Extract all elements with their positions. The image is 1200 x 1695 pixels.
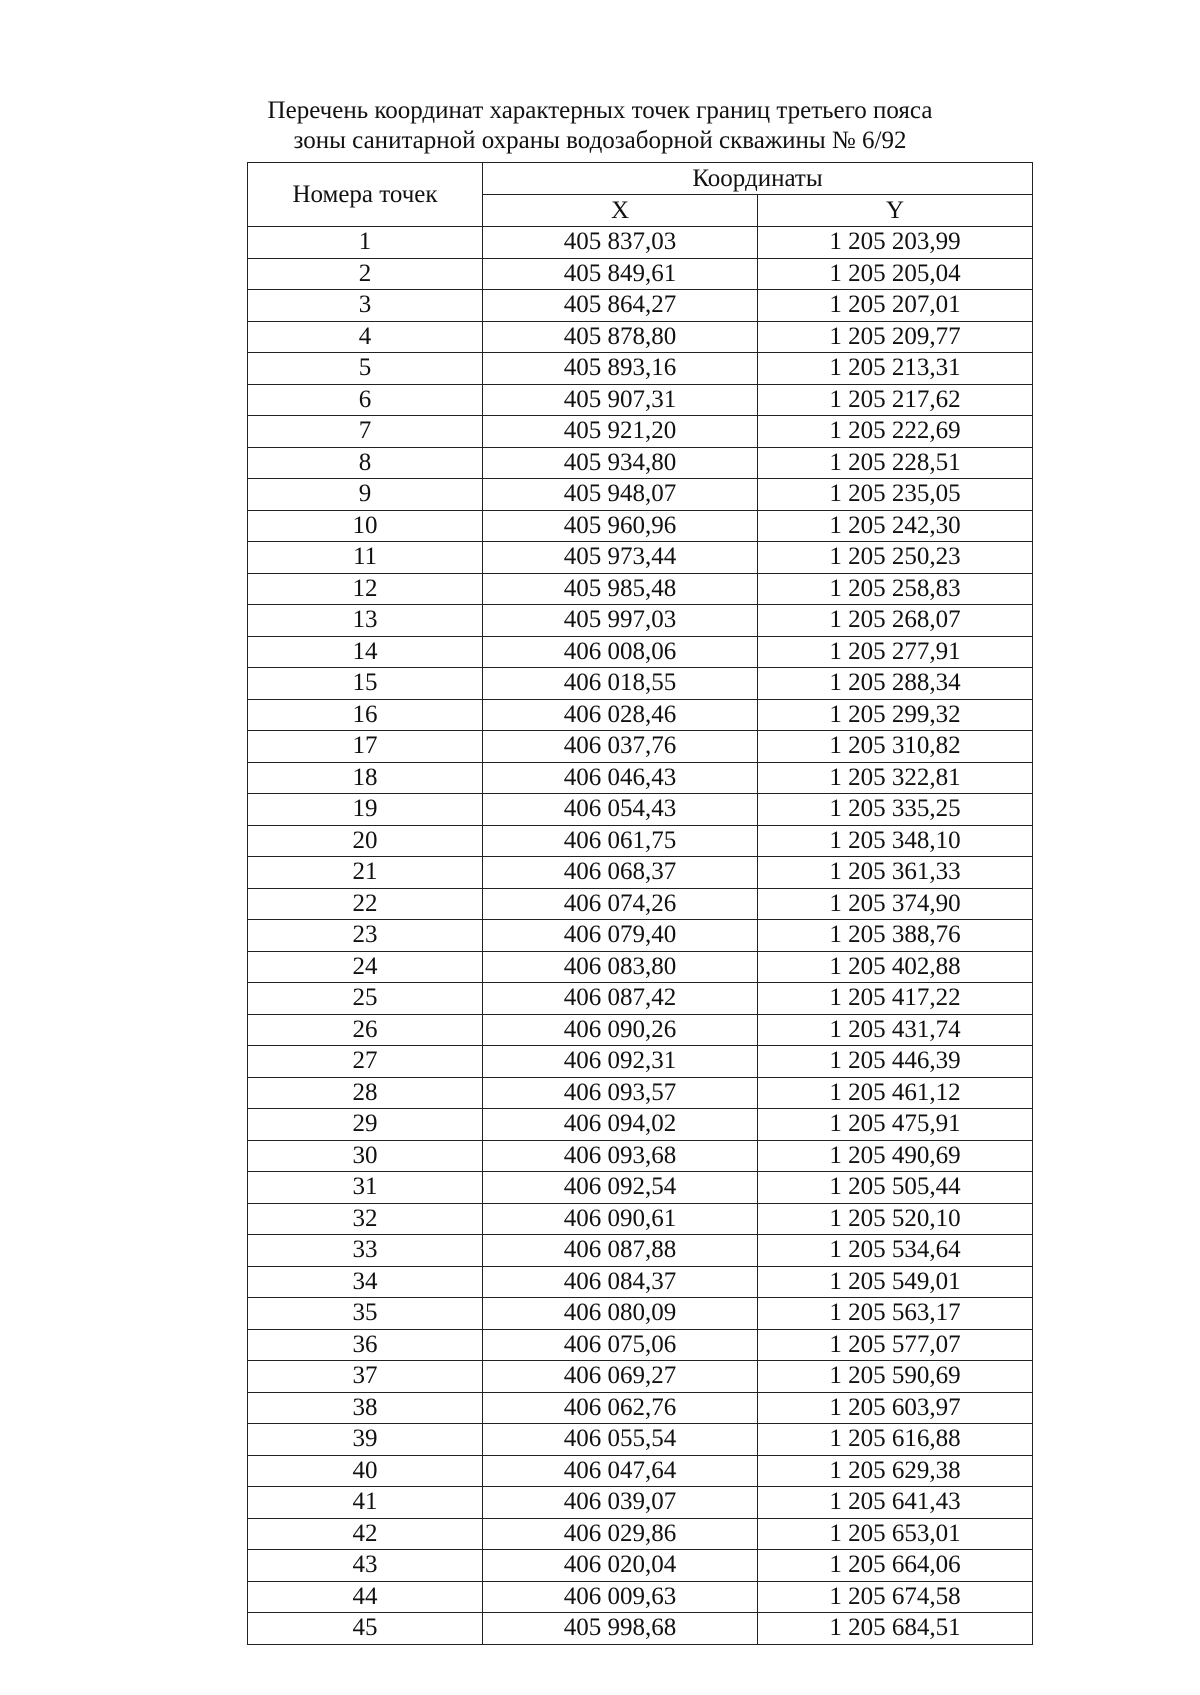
y-coordinate-cell: 1 205 534,64 — [758, 1235, 1033, 1267]
table-row — [248, 290, 1033, 322]
point-number-cell: 31 — [248, 1172, 483, 1204]
y-coordinate-cell: 1 205 641,43 — [758, 1487, 1033, 1519]
point-number-cell: 38 — [248, 1392, 483, 1424]
x-coordinate-cell: 405 960,96 — [483, 510, 758, 542]
point-number-cell: 26 — [248, 1014, 483, 1046]
x-coordinate-cell: 405 864,27 — [483, 290, 758, 322]
table-row — [248, 951, 1033, 983]
point-number-cell: 30 — [248, 1140, 483, 1172]
table-row — [248, 762, 1033, 794]
title-line-1: Перечень координат характерных точек границ третьего пояса — [267, 97, 933, 124]
x-coordinate-cell: 406 090,61 — [483, 1203, 758, 1235]
y-coordinate-cell: 1 205 417,22 — [758, 983, 1033, 1015]
x-coordinate-cell: 406 069,27 — [483, 1361, 758, 1393]
y-coordinate-cell: 1 205 505,44 — [758, 1172, 1033, 1204]
y-coordinate-cell: 1 205 205,04 — [758, 258, 1033, 290]
y-coordinate-cell: 1 205 664,06 — [758, 1550, 1033, 1582]
table-row — [248, 510, 1033, 542]
point-number-cell: 3 — [248, 290, 483, 322]
point-number-cell: 18 — [248, 762, 483, 794]
point-number-cell: 8 — [248, 447, 483, 479]
x-coordinate-cell: 406 094,02 — [483, 1109, 758, 1141]
y-coordinate-cell: 1 205 590,69 — [758, 1361, 1033, 1393]
y-coordinate-cell: 1 205 520,10 — [758, 1203, 1033, 1235]
table-row — [248, 573, 1033, 605]
y-coordinate-cell: 1 205 374,90 — [758, 888, 1033, 920]
y-coordinate-cell: 1 205 203,99 — [758, 227, 1033, 259]
x-coordinate-cell: 405 997,03 — [483, 605, 758, 637]
x-coordinate-cell: 405 849,61 — [483, 258, 758, 290]
point-number-cell: 24 — [248, 951, 483, 983]
y-coordinate-cell: 1 205 222,69 — [758, 416, 1033, 448]
x-coordinate-cell: 406 092,31 — [483, 1046, 758, 1078]
x-coordinate-cell: 406 075,06 — [483, 1329, 758, 1361]
table-row — [248, 920, 1033, 952]
title-line-2: зоны санитарной охраны водозаборной скважины № 6/92 — [293, 127, 907, 154]
point-number-cell: 27 — [248, 1046, 483, 1078]
y-coordinate-cell: 1 205 258,83 — [758, 573, 1033, 605]
point-number-cell: 22 — [248, 888, 483, 920]
table-row — [248, 1392, 1033, 1424]
x-coordinate-cell: 406 028,46 — [483, 699, 758, 731]
x-coordinate-cell: 406 046,43 — [483, 762, 758, 794]
table-row — [248, 1203, 1033, 1235]
y-coordinate-cell: 1 205 461,12 — [758, 1077, 1033, 1109]
y-coordinate-cell: 1 205 288,34 — [758, 668, 1033, 700]
point-number-cell: 37 — [248, 1361, 483, 1393]
point-number-cell: 6 — [248, 384, 483, 416]
point-number-cell: 15 — [248, 668, 483, 700]
y-coordinate-cell: 1 205 228,51 — [758, 447, 1033, 479]
point-number-cell: 10 — [248, 510, 483, 542]
point-number-cell: 33 — [248, 1235, 483, 1267]
y-coordinate-cell: 1 205 446,39 — [758, 1046, 1033, 1078]
point-number-cell: 17 — [248, 731, 483, 763]
y-coordinate-cell: 1 205 299,32 — [758, 699, 1033, 731]
table-row — [248, 668, 1033, 700]
point-number-cell: 7 — [248, 416, 483, 448]
x-coordinate-cell: 406 020,04 — [483, 1550, 758, 1582]
y-coordinate-cell: 1 205 616,88 — [758, 1424, 1033, 1456]
header-points: Номера точек — [248, 163, 483, 227]
point-number-cell: 5 — [248, 353, 483, 385]
y-coordinate-cell: 1 205 490,69 — [758, 1140, 1033, 1172]
point-number-cell: 42 — [248, 1518, 483, 1550]
table-row — [248, 1014, 1033, 1046]
table-row — [248, 1329, 1033, 1361]
point-number-cell: 12 — [248, 573, 483, 605]
x-coordinate-cell: 406 037,76 — [483, 731, 758, 763]
table-row — [248, 258, 1033, 290]
header-row-1 — [248, 163, 1033, 195]
table-row — [248, 1487, 1033, 1519]
table-row — [248, 1046, 1033, 1078]
point-number-cell: 25 — [248, 983, 483, 1015]
y-coordinate-cell: 1 205 242,30 — [758, 510, 1033, 542]
x-coordinate-cell: 406 087,88 — [483, 1235, 758, 1267]
y-coordinate-cell: 1 205 684,51 — [758, 1613, 1033, 1645]
x-coordinate-cell: 406 062,76 — [483, 1392, 758, 1424]
table-row — [248, 321, 1033, 353]
x-coordinate-cell: 406 079,40 — [483, 920, 758, 952]
point-number-cell: 28 — [248, 1077, 483, 1109]
point-number-cell: 39 — [248, 1424, 483, 1456]
x-coordinate-cell: 406 047,64 — [483, 1455, 758, 1487]
table-row — [248, 447, 1033, 479]
table-row — [248, 636, 1033, 668]
table-row — [248, 227, 1033, 259]
x-coordinate-cell: 405 921,20 — [483, 416, 758, 448]
y-coordinate-cell: 1 205 335,25 — [758, 794, 1033, 826]
point-number-cell: 11 — [248, 542, 483, 574]
x-coordinate-cell: 405 893,16 — [483, 353, 758, 385]
point-number-cell: 29 — [248, 1109, 483, 1141]
x-coordinate-cell: 405 907,31 — [483, 384, 758, 416]
point-number-cell: 20 — [248, 825, 483, 857]
x-coordinate-cell: 406 055,54 — [483, 1424, 758, 1456]
y-coordinate-cell: 1 205 209,77 — [758, 321, 1033, 353]
point-number-cell: 34 — [248, 1266, 483, 1298]
y-coordinate-cell: 1 205 277,91 — [758, 636, 1033, 668]
point-number-cell: 23 — [248, 920, 483, 952]
table-row — [248, 731, 1033, 763]
x-coordinate-cell: 406 068,37 — [483, 857, 758, 889]
table-row — [248, 416, 1033, 448]
table-row — [248, 983, 1033, 1015]
x-coordinate-cell: 405 878,80 — [483, 321, 758, 353]
header-x: X — [483, 195, 758, 227]
header-y: Y — [758, 195, 1033, 227]
point-number-cell: 35 — [248, 1298, 483, 1330]
y-coordinate-cell: 1 205 653,01 — [758, 1518, 1033, 1550]
point-number-cell: 40 — [248, 1455, 483, 1487]
x-coordinate-cell: 406 084,37 — [483, 1266, 758, 1298]
y-coordinate-cell: 1 205 629,38 — [758, 1455, 1033, 1487]
table-row — [248, 1581, 1033, 1613]
point-number-cell: 19 — [248, 794, 483, 826]
coordinates-table — [247, 162, 1033, 1645]
y-coordinate-cell: 1 205 603,97 — [758, 1392, 1033, 1424]
table-row — [248, 1550, 1033, 1582]
table-row — [248, 825, 1033, 857]
point-number-cell: 4 — [248, 321, 483, 353]
x-coordinate-cell: 406 018,55 — [483, 668, 758, 700]
x-coordinate-cell: 406 093,57 — [483, 1077, 758, 1109]
x-coordinate-cell: 406 008,06 — [483, 636, 758, 668]
y-coordinate-cell: 1 205 475,91 — [758, 1109, 1033, 1141]
x-coordinate-cell: 406 092,54 — [483, 1172, 758, 1204]
point-number-cell: 16 — [248, 699, 483, 731]
table-row — [248, 384, 1033, 416]
y-coordinate-cell: 1 205 674,58 — [758, 1581, 1033, 1613]
table-row — [248, 888, 1033, 920]
x-coordinate-cell: 405 934,80 — [483, 447, 758, 479]
table-row — [248, 1140, 1033, 1172]
x-coordinate-cell: 406 039,07 — [483, 1487, 758, 1519]
x-coordinate-cell: 405 837,03 — [483, 227, 758, 259]
table-row — [248, 1298, 1033, 1330]
x-coordinate-cell: 406 009,63 — [483, 1581, 758, 1613]
table-row — [248, 1235, 1033, 1267]
table-row — [248, 699, 1033, 731]
point-number-cell: 43 — [248, 1550, 483, 1582]
table-row — [248, 857, 1033, 889]
y-coordinate-cell: 1 205 388,76 — [758, 920, 1033, 952]
x-coordinate-cell: 406 093,68 — [483, 1140, 758, 1172]
x-coordinate-cell: 406 074,26 — [483, 888, 758, 920]
y-coordinate-cell: 1 205 310,82 — [758, 731, 1033, 763]
y-coordinate-cell: 1 205 207,01 — [758, 290, 1033, 322]
x-coordinate-cell: 406 087,42 — [483, 983, 758, 1015]
y-coordinate-cell: 1 205 348,10 — [758, 825, 1033, 857]
table-row — [248, 1361, 1033, 1393]
point-number-cell: 32 — [248, 1203, 483, 1235]
table-row — [248, 1424, 1033, 1456]
header-coordinates: Координаты — [483, 163, 1033, 195]
table-row — [248, 1077, 1033, 1109]
point-number-cell: 36 — [248, 1329, 483, 1361]
table-row — [248, 542, 1033, 574]
x-coordinate-cell: 405 948,07 — [483, 479, 758, 511]
x-coordinate-cell: 406 080,09 — [483, 1298, 758, 1330]
point-number-cell: 41 — [248, 1487, 483, 1519]
table-body — [248, 227, 1033, 1645]
y-coordinate-cell: 1 205 250,23 — [758, 542, 1033, 574]
y-coordinate-cell: 1 205 431,74 — [758, 1014, 1033, 1046]
y-coordinate-cell: 1 205 322,81 — [758, 762, 1033, 794]
y-coordinate-cell: 1 205 577,07 — [758, 1329, 1033, 1361]
point-number-cell: 45 — [248, 1613, 483, 1645]
x-coordinate-cell: 406 083,80 — [483, 951, 758, 983]
y-coordinate-cell: 1 205 563,17 — [758, 1298, 1033, 1330]
point-number-cell: 1 — [248, 227, 483, 259]
y-coordinate-cell: 1 205 235,05 — [758, 479, 1033, 511]
table-row — [248, 1455, 1033, 1487]
x-coordinate-cell: 406 090,26 — [483, 1014, 758, 1046]
table-row — [248, 1613, 1033, 1645]
y-coordinate-cell: 1 205 213,31 — [758, 353, 1033, 385]
y-coordinate-cell: 1 205 268,07 — [758, 605, 1033, 637]
point-number-cell: 44 — [248, 1581, 483, 1613]
y-coordinate-cell: 1 205 402,88 — [758, 951, 1033, 983]
point-number-cell: 2 — [248, 258, 483, 290]
point-number-cell: 9 — [248, 479, 483, 511]
document-title — [0, 96, 1200, 156]
x-coordinate-cell: 405 985,48 — [483, 573, 758, 605]
table-row — [248, 605, 1033, 637]
table-header — [248, 163, 1033, 227]
x-coordinate-cell: 405 973,44 — [483, 542, 758, 574]
y-coordinate-cell: 1 205 361,33 — [758, 857, 1033, 889]
x-coordinate-cell: 406 029,86 — [483, 1518, 758, 1550]
x-coordinate-cell: 405 998,68 — [483, 1613, 758, 1645]
point-number-cell: 13 — [248, 605, 483, 637]
table-row — [248, 353, 1033, 385]
y-coordinate-cell: 1 205 217,62 — [758, 384, 1033, 416]
y-coordinate-cell: 1 205 549,01 — [758, 1266, 1033, 1298]
point-number-cell: 21 — [248, 857, 483, 889]
table-row — [248, 1518, 1033, 1550]
table-row — [248, 794, 1033, 826]
table-row — [248, 1266, 1033, 1298]
point-number-cell: 14 — [248, 636, 483, 668]
table-row — [248, 479, 1033, 511]
x-coordinate-cell: 406 061,75 — [483, 825, 758, 857]
table-row — [248, 1109, 1033, 1141]
table-row — [248, 1172, 1033, 1204]
x-coordinate-cell: 406 054,43 — [483, 794, 758, 826]
